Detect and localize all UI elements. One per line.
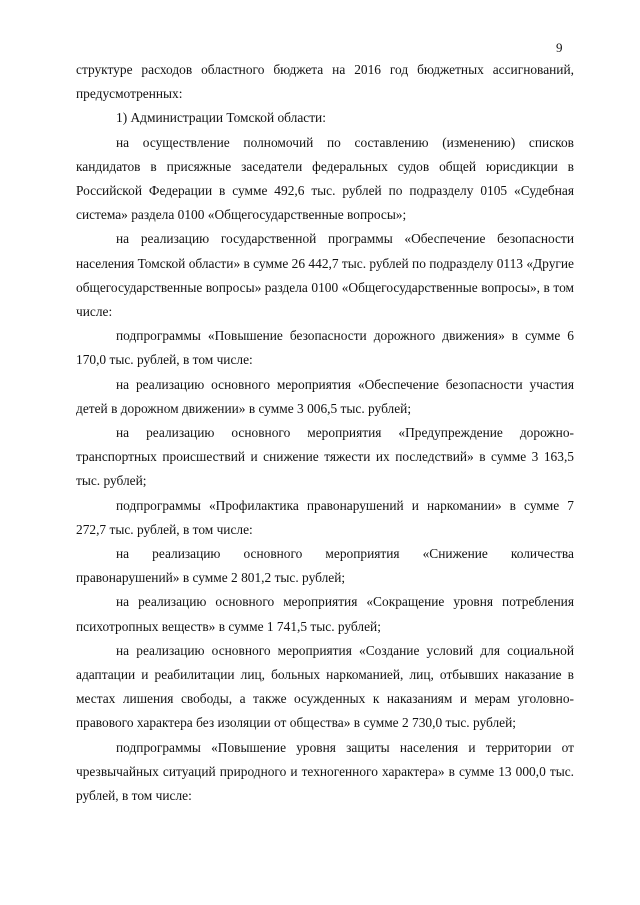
paragraph-intro: структуре расходов областного бюджета на 2016 год бюджетных ассигнований, предусмотренных: — [76, 62, 574, 102]
document-body — [76, 58, 574, 808]
paragraph-emergency-subprogram: подпрограммы «Повышение уровня защиты населения и территории от чрезвычайных ситуаций природного и техногенного характера» в сумме 13 000,0 тыс. рублей, в том числе: — [76, 739, 574, 804]
paragraph-social-adaptation: на реализацию основного мероприятия «Создание условий для социальной адаптации и реабилитации лиц, больных наркоманией, лиц, отбывших наказание в местах лишения свободы, а также осужденных к наказаниям и мерам уголовно-правового характера без изоляции от общества» в сумме 2 730,0 тыс. рублей; — [76, 642, 574, 731]
paragraph-reduce-psychotropics: на реализацию основного мероприятия «Сокращение уровня потребления психотропных веществ» в сумме 1 741,5 тыс. рублей; — [76, 594, 574, 634]
paragraph-crime-prevention-subprogram: подпрограммы «Профилактика правонарушений и наркомании» в сумме 7 272,7 тыс. рублей, в том числе: — [76, 497, 574, 537]
paragraph-children-road-safety: на реализацию основного мероприятия «Обеспечение безопасности участия детей в дорожном движении» в сумме 3 006,5 тыс. рублей; — [76, 376, 574, 416]
paragraph-section-heading: 1) Администрации Томской области: — [116, 110, 326, 126]
paragraph-road-safety-subprogram: подпрограммы «Повышение безопасности дорожного движения» в сумме 6 170,0 тыс. рублей, в том числе: — [76, 328, 574, 368]
paragraph-security-program: на реализацию государственной программы «Обеспечение безопасности населения Томской области» в сумме 26 442,7 тыс. рублей по подразделу 0113 «Другие общегосударственные вопросы» раздела 0100 «Общегосударственные вопросы», в том числе: — [76, 231, 574, 320]
paragraph-reduce-offenses: на реализацию основного мероприятия «Снижение количества правонарушений» в сумме 2 801,2 тыс. рублей; — [76, 546, 574, 586]
paragraph-accident-prevention: на реализацию основного мероприятия «Предупреждение дорожно-транспортных происшествий и снижение тяжести их последствий» в сумме 3 163,5 тыс. рублей; — [76, 425, 574, 489]
paragraph-jury-lists: на осуществление полномочий по составлению (изменению) списков кандидатов в присяжные заседатели федеральных судов общей юрисдикции в Российской Федерации в сумме 492,6 тыс. рублей по подразделу 0105 «Судебная система» раздела 0100 «Общегосударственные вопросы»; — [76, 134, 574, 223]
page-number: 9 — [556, 40, 563, 55]
